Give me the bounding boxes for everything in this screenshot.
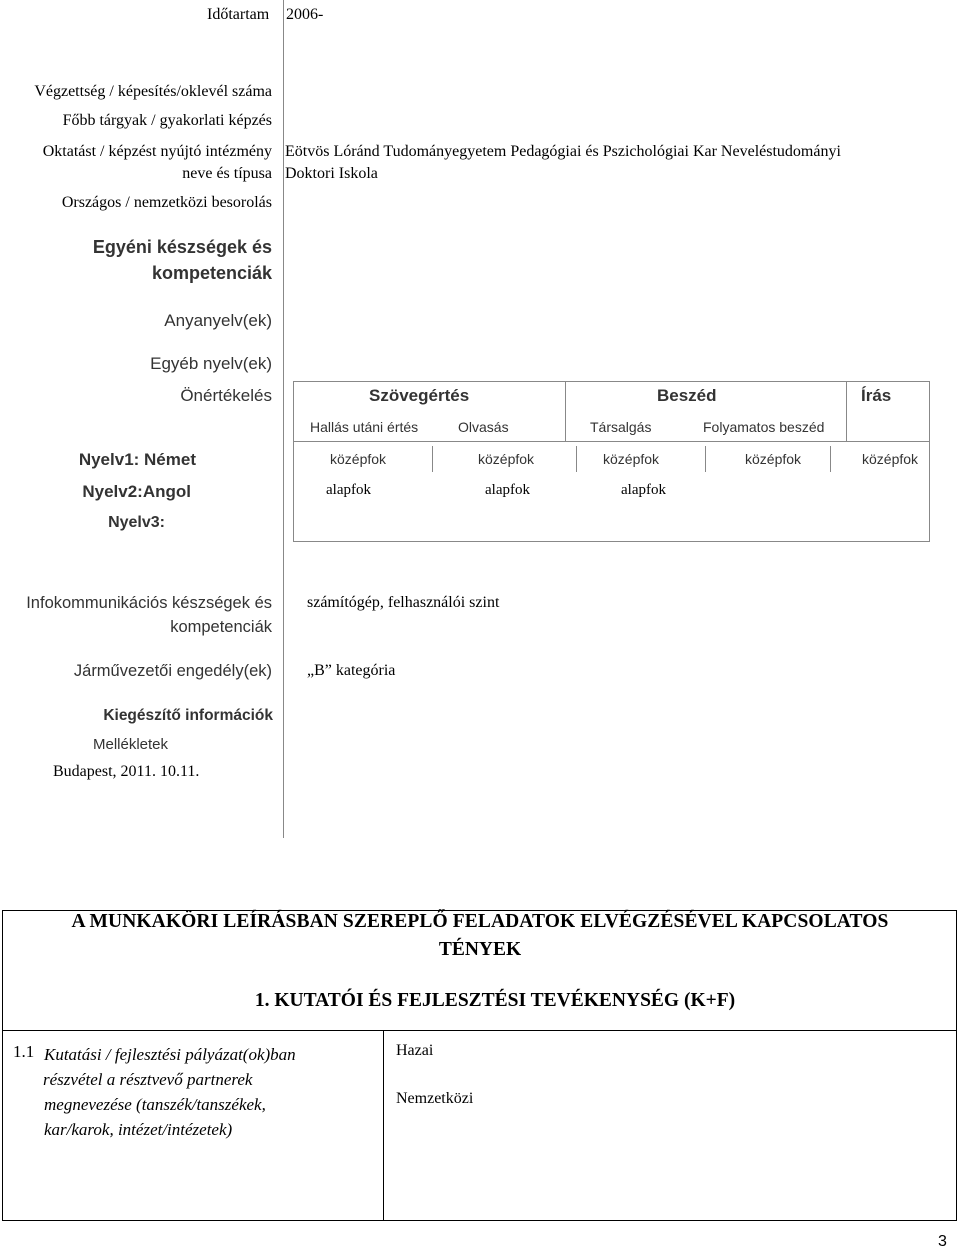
rd-table-right — [956, 1030, 957, 1221]
additional-info-label: Kiegészítő információk — [103, 707, 273, 724]
column-divider — [283, 0, 284, 838]
subheader-reading: Olvasás — [458, 419, 509, 435]
language-row-label-2: Nyelv2:Angol — [82, 482, 191, 501]
section-title-line1: A MUNKAKÖRI LEÍRÁSBAN SZEREPLŐ FELADATOK ELVÉGZÉSÉVEL KAPCSOLATOS — [71, 911, 889, 932]
language-row-1-level-3: középfok — [603, 451, 660, 467]
institution-value-line1: Eötvös Lóránd Tudományegyetem Pedagógiai és Pszichológiai Kar Neveléstudományi — [285, 143, 841, 160]
rd-table-divider — [383, 1030, 384, 1220]
driving-license-value: „B” kategória — [307, 662, 396, 679]
degree-label: Végzettség / képesítés/oklevél száma — [34, 83, 272, 100]
rd-item-text-line2: részvétel a résztvevő partnerek — [43, 1070, 253, 1089]
subheader-fluent-speech: Folyamatos beszéd — [703, 419, 825, 435]
lang-table-right-border — [929, 381, 930, 542]
rd-table-left — [2, 1030, 3, 1221]
lang-table-cell-divider-a — [432, 446, 433, 472]
mother-tongue-label: Anyanyelv(ek) — [164, 311, 272, 330]
rd-item-text — [44, 1042, 296, 1142]
lang-table-bottom-border — [293, 541, 930, 542]
section-title-line2: TÉNYEK — [438, 939, 522, 960]
header-speaking: Beszéd — [657, 386, 717, 405]
header-reading-comprehension: Szövegértés — [369, 386, 470, 405]
self-assessment-label: Önértékelés — [180, 386, 272, 405]
institution-label-line2: neve és típusa — [182, 165, 272, 182]
ict-label-line1: Infokommunikációs készségek és — [26, 594, 272, 612]
subheader-listening: Hallás utáni értés — [310, 419, 419, 435]
ict-value: számítógép, felhasználói szint — [307, 594, 500, 611]
language-row-2-level-2: alapfok — [485, 482, 530, 498]
lang-table-divider-2 — [846, 381, 847, 441]
lang-table-divider-1 — [565, 381, 566, 441]
duration-value: 2006- — [286, 6, 324, 23]
language-row-2-level-3: alapfok — [621, 482, 666, 498]
language-row-2-level-1: alapfok — [326, 482, 371, 498]
skills-heading-line1: Egyéni készségek és — [92, 237, 272, 257]
subheader-conversation: Társalgás — [590, 419, 652, 435]
attachments-label: Mellékletek — [93, 736, 169, 753]
institution-label-line1: Oktatást / képzést nyújtó intézmény — [42, 143, 272, 160]
language-row-label-3: Nyelv3: — [108, 514, 165, 531]
language-row-1-level-4: középfok — [745, 451, 802, 467]
rd-domestic-label: Hazai — [396, 1042, 434, 1059]
lang-table-cell-divider-c — [705, 446, 706, 472]
header-writing: Írás — [861, 386, 892, 405]
rd-table-top — [2, 1030, 957, 1031]
section-subtitle: 1. KUTATÓI ÉS FEJLESZTÉSI TEVÉKENYSÉG (K+F) — [254, 990, 736, 1011]
rd-international-label: Nemzetközi — [396, 1090, 474, 1107]
lang-table-header-border — [293, 441, 930, 442]
rd-item-number: 1.1 — [13, 1042, 35, 1061]
duration-label: Időtartam — [207, 6, 270, 23]
language-row-label-1: Nyelv1: Német — [78, 450, 196, 469]
lang-table-cell-divider-b — [576, 446, 577, 472]
skills-heading-line2: kompetenciák — [151, 263, 272, 283]
place-date: Budapest, 2011. 10.11. — [53, 763, 200, 780]
page-number: 3 — [938, 1233, 947, 1250]
rd-item-text-line3: megnevezése (tanszék/tanszékek, — [44, 1095, 266, 1114]
language-row-1-level-1: középfok — [330, 451, 387, 467]
classification-label: Országos / nemzetközi besorolás — [61, 194, 272, 211]
institution-value-line2: Doktori Iskola — [285, 165, 378, 182]
lang-table-cell-divider-d — [830, 446, 831, 472]
rd-table-bottom — [2, 1220, 957, 1221]
subjects-label: Főbb tárgyak / gyakorlati képzés — [62, 112, 272, 129]
language-row-1-level-2: középfok — [478, 451, 535, 467]
rd-item-text-line1: Kutatási / fejlesztési pályázat(ok)ban — [44, 1045, 296, 1064]
ict-label-line2: kompetenciák — [170, 618, 272, 636]
driving-license-label: Járművezetői engedély(ek) — [73, 662, 272, 680]
lang-table-left-border — [293, 381, 294, 542]
lang-table-top-border — [293, 381, 930, 382]
other-languages-label: Egyéb nyelv(ek) — [150, 354, 272, 373]
rd-item-text-line4: kar/karok, intézet/intézetek) — [44, 1120, 233, 1139]
language-row-1-level-5: középfok — [862, 451, 919, 467]
